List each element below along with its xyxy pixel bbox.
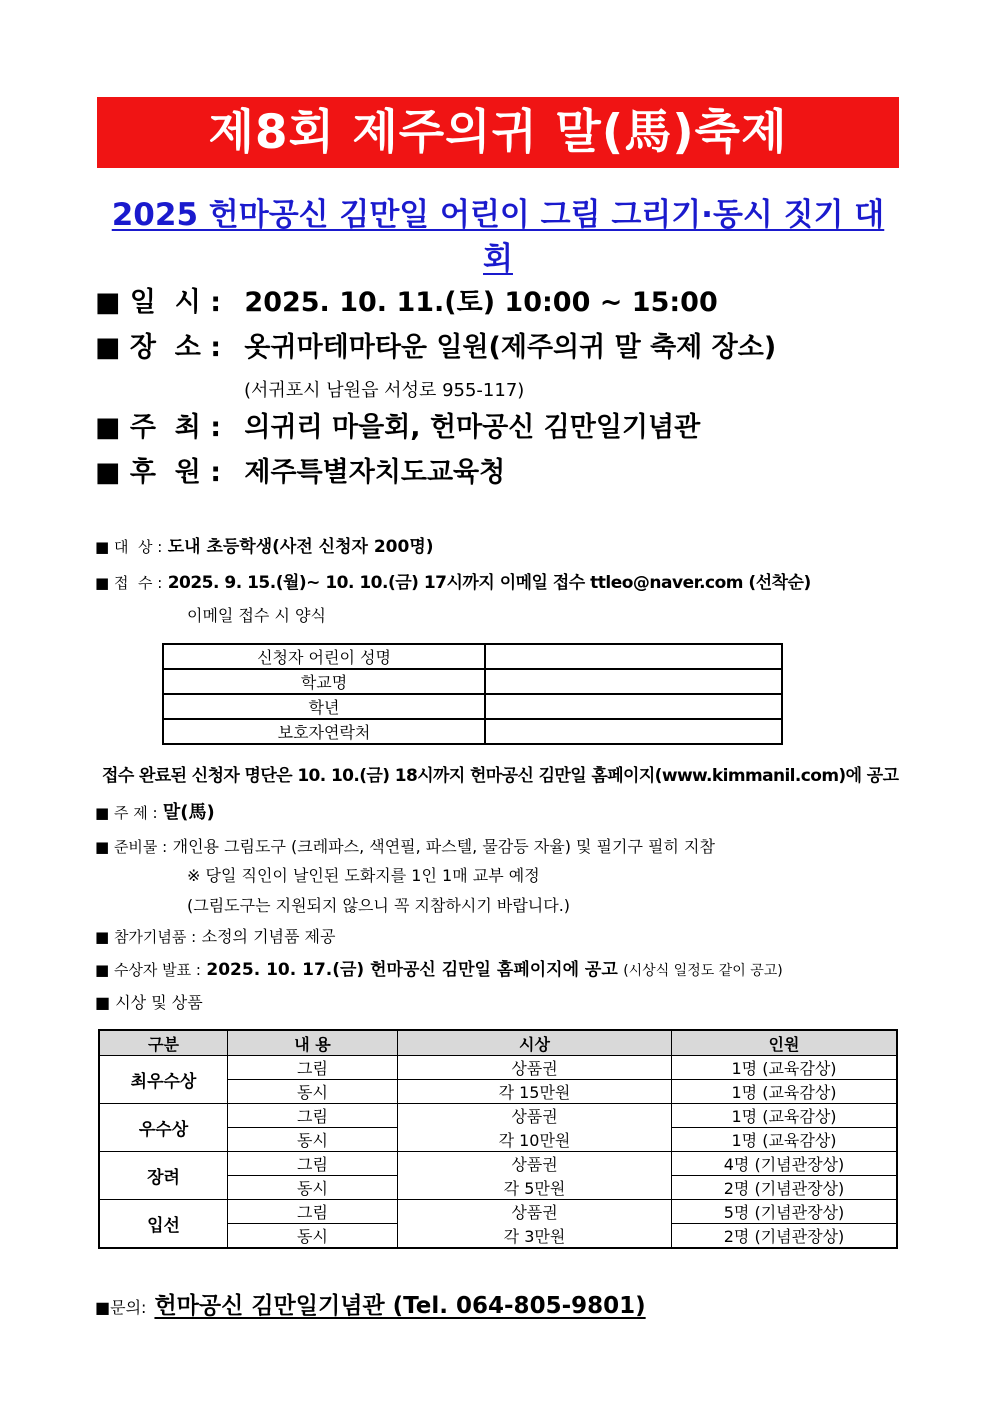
info-date [95,285,718,321]
award-group-name: 우수상 [99,1104,228,1152]
award-content: 동시 [228,1224,398,1249]
table-row [99,1152,897,1176]
reception-line [95,570,811,596]
info-sponsor [95,455,505,491]
contest-subtitle-text: 2025 헌마공신 김만일 어린이 그림 그리기·동시 짓기 대회 [111,197,885,277]
form-field-blank [485,694,782,719]
award-content: 그림 [228,1056,398,1080]
award-count: 4명 (기념관장상) [672,1152,898,1176]
award-group-name: 입선 [99,1200,228,1249]
award-group-name: 장려 [99,1152,228,1200]
award-prize-line1: 상품권 [398,1104,672,1128]
form-field-blank [485,644,782,669]
contest-subtitle [97,193,899,281]
award-content: 동시 [228,1176,398,1200]
award-count: 5명 (기념관장상) [672,1200,898,1224]
award-count: 1명 (교육감상) [672,1056,898,1080]
table-header-row [99,1030,897,1056]
info-sponsor-value: 제주특별자치도교육청 [244,457,506,488]
supplies-label: ■ 준비물 : [95,838,168,856]
form-caption: 이메일 접수 시 양식 [187,606,326,625]
table-row [99,1056,897,1080]
table-row [163,669,782,694]
contact-label: ■문의: [95,1298,147,1317]
info-sponsor-key: ■ 후 원 : [95,457,222,488]
target-label: ■ 대 상 : [95,538,163,556]
col-header-count: 인원 [672,1030,898,1056]
supplies-note-tools: (그림도구는 지원되지 않으니 꼭 지참하시기 바랍니다.) [187,896,571,915]
award-content: 동시 [228,1128,398,1152]
souvenir-value: 소정의 기념품 제공 [201,927,336,946]
application-form-table [162,643,783,745]
announcement-note: (시상식 일정도 같이 공고) [623,963,783,979]
target-value: 도내 초등학생(사전 신청자 200명) [167,537,434,557]
award-content: 동시 [228,1080,398,1104]
form-field-label: 학교명 [163,669,485,694]
supplies-note-paper: ※ 당일 직인이 날인된 도화지를 1인 1매 교부 예정 [187,866,540,885]
awards-heading [95,990,203,1016]
award-count: 1명 (교육감상) [672,1080,898,1104]
award-prize-line2: 각 5만원 [398,1176,672,1200]
announcement-line [95,957,783,984]
theme-line [95,800,215,826]
reception-value: 2025. 9. 15.(월)~ 10. 10.(금) 17시까지 이메일 접수 ttleo@naver.com (선착순) [167,573,811,593]
form-field-blank [485,669,782,694]
award-prize-line2: 각 10만원 [398,1128,672,1152]
info-host-value: 의귀리 마을회, 헌마공신 김만일기념관 [244,412,701,443]
col-header-category: 구분 [99,1030,228,1056]
table-row [163,694,782,719]
info-host [95,410,700,446]
info-place [95,330,776,366]
award-count: 1명 (교육감상) [672,1104,898,1128]
table-row [163,719,782,744]
award-count: 2명 (기념관장상) [672,1224,898,1249]
announcement-label: ■ 수상자 발표 : [95,961,201,979]
award-count: 2명 (기념관장상) [672,1176,898,1200]
award-content: 그림 [228,1200,398,1224]
announcement-value: 2025. 10. 17.(금) 헌마공신 김만일 홈페이지에 공고 [206,960,618,980]
place-address: (서귀포시 남원읍 서성로 955-117) [244,380,525,401]
award-content: 그림 [228,1104,398,1128]
award-prize-line2: 각 3만원 [398,1224,672,1249]
award-count: 1명 (교육감상) [672,1128,898,1152]
award-prize-line1: 상품권 [398,1200,672,1224]
award-prize-line2: 각 15만원 [398,1080,672,1104]
supplies-value: 개인용 그림도구 (크레파스, 색연필, 파스텔, 물감등 자율) 및 필기구 필히 지참 [172,837,715,856]
form-field-blank [485,719,782,744]
info-date-key: ■ 일 시 : [95,287,222,318]
award-content: 그림 [228,1152,398,1176]
award-prize-line1: 상품권 [398,1152,672,1176]
theme-value: 말(馬) [162,802,215,823]
reception-label: ■ 접 수 : [95,574,163,592]
info-date-value: 2025. 10. 11.(토) 10:00 ~ 15:00 [244,287,718,318]
supplies-line [95,834,715,860]
form-field-label: 보호자연락처 [163,719,485,744]
theme-label: ■ 주 제 : [95,804,158,822]
info-place-key: ■ 장 소 : [95,332,222,363]
applicant-list-notice: 접수 완료된 신청자 명단은 10. 10.(금) 18시까지 헌마공신 김만일 홈페이지(www.kimmanil.com)에 공고 [102,766,899,786]
souvenir-label: ■ 참가기념품 : [95,928,197,946]
contact-line [95,1290,646,1324]
form-field-label: 신청자 어린이 성명 [163,644,485,669]
col-header-content: 내 용 [228,1030,398,1056]
info-place-value: 옷귀마테마타운 일원(제주의귀 말 축제 장소) [244,332,777,363]
target-line [95,534,434,560]
contact-value: 헌마공신 김만일기념관 (Tel. 064-805-9801) [154,1293,646,1319]
awards-table [98,1029,898,1249]
award-group-name: 최우수상 [99,1056,228,1104]
info-host-key: ■ 주 최 : [95,412,222,443]
form-field-label: 학년 [163,694,485,719]
col-header-prize: 시상 [398,1030,672,1056]
award-prize-line1: 상품권 [398,1056,672,1080]
table-row [99,1200,897,1224]
table-row [99,1104,897,1128]
souvenir-line [95,924,335,950]
table-row [163,644,782,669]
awards-heading-text: ■ 시상 및 상품 [95,993,203,1012]
event-banner-title: 제8회 제주의귀 말(馬)축제 [97,97,899,168]
